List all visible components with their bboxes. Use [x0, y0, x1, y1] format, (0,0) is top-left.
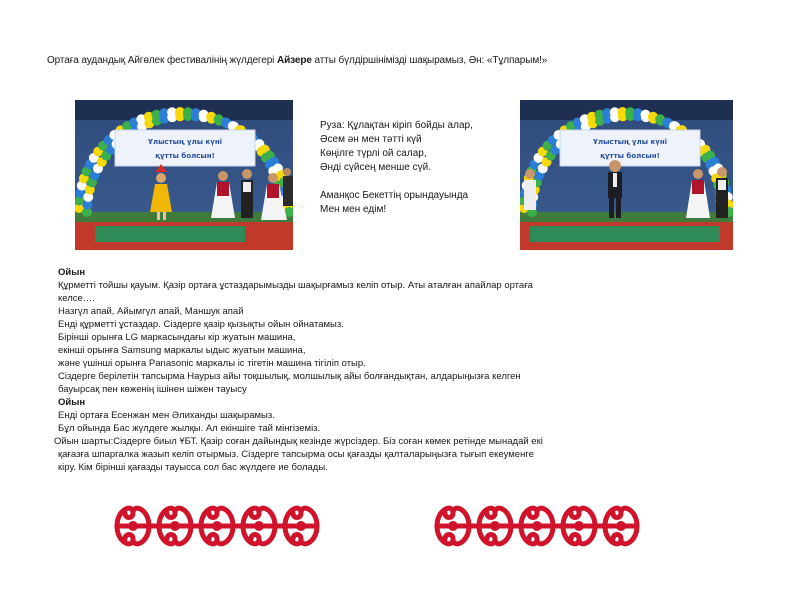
poem-line: Әнді сүйсең менше сүй.: [320, 162, 432, 173]
kazakh-ornament-left: [113, 497, 321, 555]
intro-text-1: Ортаға аудандық Айгөлек фестивалінің жүлдегері: [47, 55, 277, 66]
poem-line: Аманқос Бекеттің орындауында: [320, 190, 469, 201]
banner-line-1: Ұлыстың ұлы күні: [147, 138, 223, 146]
game-line: Енді ортаға Есенжан мен Әлиханды шақырамыз.: [58, 410, 275, 421]
intro-line: [47, 55, 547, 66]
kazakh-ornament-right: [433, 497, 641, 555]
game-line: қағазға шпаргалка жазып келіп отырмыз. Сіздерге тапсырма осы қағазды қалталарыңызға тығып екеуменге: [58, 449, 534, 460]
game-line: бауырсақ пен көженің ішінен шіжен тауысу: [58, 384, 247, 395]
banner-line-2: құтты болсын!: [155, 152, 215, 160]
game-line: Бірінші орынға LG маркасындағы кір жуатын машина,: [58, 332, 296, 343]
poem-line: [320, 175, 473, 189]
poem-block: [320, 119, 473, 217]
stage-photo-left: [75, 100, 293, 250]
game-line: кіру. Кім бірінші қағазды тауысса сол бас жүлдеге ие болады.: [58, 462, 328, 473]
poem-line: Мен мен едім!: [320, 204, 387, 215]
game-line: Енді құрметті ұстаздар. Сіздерге қазір қызықты ойын ойнатамыз.: [58, 319, 344, 330]
game-line: Сіздерге берілетін тапсырма Наурыз айы тоқшылық, молшылық айы болғандықтан, алдарыңызға келген: [58, 371, 521, 382]
stage-photo-right: [520, 100, 733, 250]
game-line: екінші орынға Samsung маркалы ыдыс жуатын машина,: [58, 345, 306, 356]
performer-name: Айзере: [276, 55, 312, 66]
game-line: Назгүл апай, Айымгүл апай, Маншук апай: [58, 306, 244, 317]
game-heading: Ойын: [58, 397, 86, 408]
game-line: келсе….: [58, 293, 95, 304]
poem-line: Әсем ән мен тәтті күй: [320, 134, 422, 145]
game-heading: Ойын: [58, 267, 86, 278]
game-line: Ойын шарты:Сіздерге биыл ҰБТ. Қазір соған дайындық кезінде жүрсіздер. Біз соған көмек ретінде мынадай екі: [54, 436, 543, 447]
game-line: және үшінші орынға Panasonic маркалы іс тігетін машина тігіліп отыр.: [58, 358, 366, 369]
game-line: Бұл ойында Бас жүлдеге жылқы. Ал екіншіге тай мінгіземіз.: [58, 423, 321, 434]
banner-line-2: құтты болсын!: [600, 152, 660, 160]
game-instructions: [54, 266, 658, 474]
poem-line: Көңілге түрлі ой салар,: [320, 148, 427, 159]
banner-line-1: Ұлыстың ұлы күні: [592, 138, 668, 146]
game-line: Құрметті тойшы қауым. Қазір ортаға ұстаздарымызды шақырғамыз келіп отыр. Аты аталған апайлар ортаға: [58, 280, 533, 291]
intro-text-2: атты бүлдіршінімізді шақырамыз, Ән: «Тұлпарым!»: [311, 55, 548, 66]
poem-line: Руза: Құлақтан кіріп бойды алар,: [320, 120, 473, 131]
